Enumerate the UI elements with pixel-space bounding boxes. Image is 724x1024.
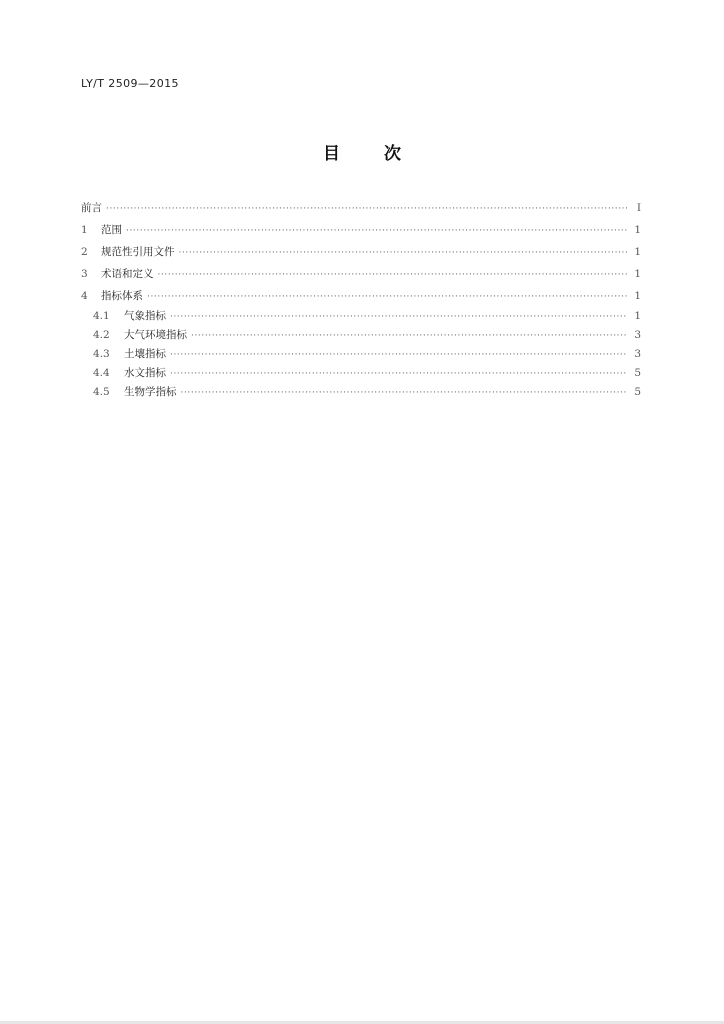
toc-entry-page: 1 [634, 246, 641, 258]
title-char-left: 目 [323, 144, 340, 164]
toc-entry-label: 水文指标 [124, 367, 166, 379]
toc-entry-biological[interactable] [81, 383, 641, 402]
toc-entry-number: 3 [81, 268, 88, 280]
dot-leader [181, 384, 628, 403]
dot-leader [147, 286, 627, 308]
toc-entry-page: 3 [634, 329, 641, 341]
page-title [0, 139, 724, 164]
toc-entry-label: 土壤指标 [124, 348, 166, 360]
toc-entry-number: 4.1 [93, 310, 110, 322]
toc-entry-page: 1 [634, 268, 641, 280]
dot-leader [170, 308, 627, 327]
toc-entry-scope[interactable] [81, 219, 641, 241]
toc-entry-label: 术语和定义 [101, 268, 154, 280]
dot-leader [158, 264, 628, 286]
toc-entry-number: 4 [81, 290, 88, 302]
toc-entry-atmospheric[interactable] [81, 326, 641, 345]
dot-leader [170, 346, 627, 365]
dot-leader [170, 365, 627, 384]
toc-entry-number: 4.4 [93, 367, 110, 379]
toc-entry-indicator-system[interactable] [81, 285, 641, 307]
toc-entry-label: 气象指标 [124, 310, 166, 322]
dot-leader [126, 220, 627, 242]
dot-leader [106, 198, 627, 220]
toc-entry-number: 2 [81, 246, 88, 258]
toc-entry-number: 1 [81, 224, 88, 236]
toc-entry-hydrological[interactable] [81, 364, 641, 383]
toc-entry-number: 4.5 [93, 386, 110, 398]
toc-entry-meteorological[interactable] [81, 307, 641, 326]
toc-entry-label: 大气环境指标 [124, 329, 187, 341]
toc-entry-normative-references[interactable] [81, 241, 641, 263]
dot-leader [179, 242, 628, 264]
toc-entry-terms-definitions[interactable] [81, 263, 641, 285]
toc-entry-label: 生物学指标 [124, 386, 177, 398]
toc-entry-foreword[interactable] [81, 197, 641, 219]
toc-entry-page: 5 [634, 386, 641, 398]
toc-entry-page: Ⅰ [636, 202, 641, 214]
toc-entry-page: 5 [634, 367, 641, 379]
toc-entry-label: 范围 [101, 224, 122, 236]
title-char-right: 次 [384, 144, 401, 164]
toc-entry-label: 指标体系 [101, 290, 143, 302]
dot-leader [191, 327, 627, 346]
toc-entry-page: 1 [634, 310, 641, 322]
standard-code: LY/T 2509—2015 [81, 77, 179, 90]
toc-entry-page: 3 [634, 348, 641, 360]
toc-entry-label: 规范性引用文件 [101, 246, 175, 258]
toc-entry-number: 4.2 [93, 329, 110, 341]
toc-entry-soil[interactable] [81, 345, 641, 364]
toc-entry-page: 1 [634, 224, 641, 236]
toc-entry-label: 前言 [81, 202, 102, 214]
table-of-contents [81, 197, 641, 402]
toc-entry-number: 4.3 [93, 348, 110, 360]
toc-entry-page: 1 [634, 290, 641, 302]
